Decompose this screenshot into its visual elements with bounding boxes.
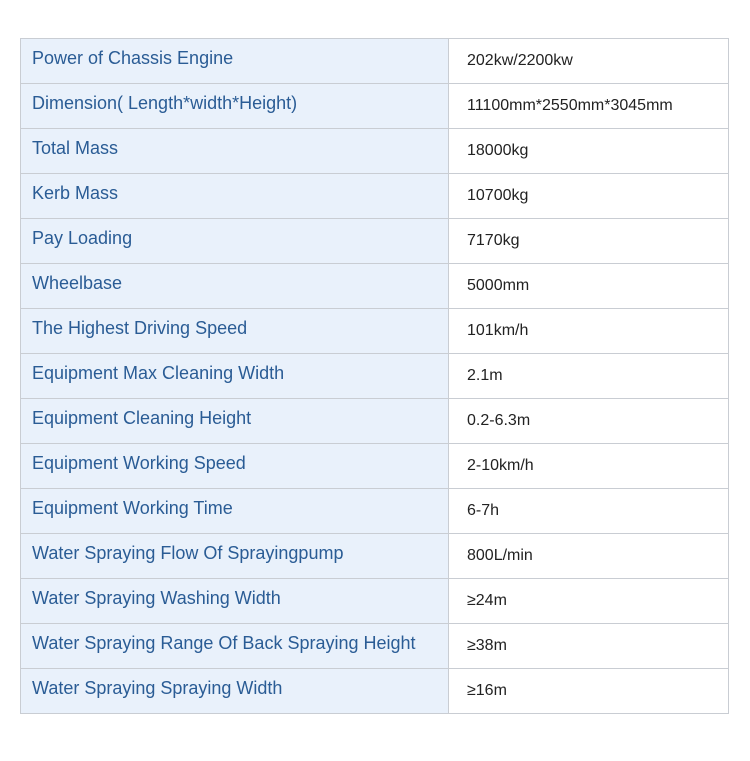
spec-value: ≥16m — [449, 669, 729, 714]
spec-value: ≥24m — [449, 579, 729, 624]
table-row — [21, 129, 729, 174]
spec-label: Water Spraying Washing Width — [21, 579, 449, 624]
table-row — [21, 534, 729, 579]
table-row — [21, 39, 729, 84]
spec-label: Power of Chassis Engine — [21, 39, 449, 84]
table-row — [21, 174, 729, 219]
spec-value: 202kw/2200kw — [449, 39, 729, 84]
spec-label: Kerb Mass — [21, 174, 449, 219]
table-row — [21, 399, 729, 444]
spec-value: 7170kg — [449, 219, 729, 264]
spec-label: Water Spraying Flow Of Sprayingpump — [21, 534, 449, 579]
spec-label: Equipment Working Time — [21, 489, 449, 534]
table-row — [21, 669, 729, 714]
table-row — [21, 489, 729, 534]
spec-label: Water Spraying Range Of Back Spraying Height — [21, 624, 449, 669]
spec-value: 18000kg — [449, 129, 729, 174]
table-row — [21, 309, 729, 354]
spec-value: 2.1m — [449, 354, 729, 399]
table-row — [21, 354, 729, 399]
spec-label: The Highest Driving Speed — [21, 309, 449, 354]
spec-value: ≥38m — [449, 624, 729, 669]
spec-label: Pay Loading — [21, 219, 449, 264]
spec-label: Equipment Working Speed — [21, 444, 449, 489]
spec-value: 101km/h — [449, 309, 729, 354]
spec-label: Equipment Max Cleaning Width — [21, 354, 449, 399]
spec-label: Wheelbase — [21, 264, 449, 309]
spec-label: Total Mass — [21, 129, 449, 174]
spec-label: Dimension( Length*width*Height) — [21, 84, 449, 129]
spec-value: 2-10km/h — [449, 444, 729, 489]
table-row — [21, 84, 729, 129]
table-row — [21, 444, 729, 489]
spec-value: 5000mm — [449, 264, 729, 309]
spec-label: Water Spraying Spraying Width — [21, 669, 449, 714]
specification-table — [20, 38, 729, 714]
spec-value: 11100mm*2550mm*3045mm — [449, 84, 729, 129]
table-row — [21, 624, 729, 669]
spec-value: 800L/min — [449, 534, 729, 579]
spec-value: 6-7h — [449, 489, 729, 534]
spec-value: 10700kg — [449, 174, 729, 219]
table-row — [21, 579, 729, 624]
table-row — [21, 264, 729, 309]
table-row — [21, 219, 729, 264]
spec-label: Equipment Cleaning Height — [21, 399, 449, 444]
spec-value: 0.2-6.3m — [449, 399, 729, 444]
